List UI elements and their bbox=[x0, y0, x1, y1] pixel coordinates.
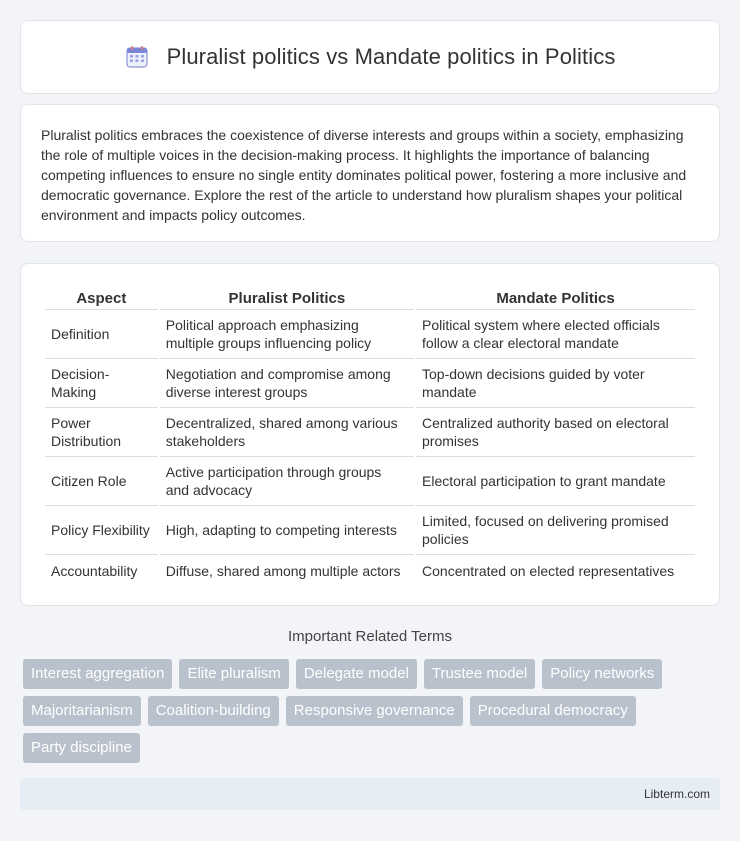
mandate-cell: Concentrated on elected representatives bbox=[422, 562, 675, 579]
related-term-tag[interactable]: Delegate model bbox=[296, 659, 417, 689]
aspect-cell: Definition bbox=[45, 310, 158, 359]
pluralist-cell: Active participation through groups and advocacy bbox=[160, 457, 414, 506]
related-term-tag[interactable]: Party discipline bbox=[23, 733, 140, 763]
pluralist-cell: Decentralized, shared among various stakeholders bbox=[160, 408, 414, 457]
mandate-cell: Limited, focused on delivering promised policies bbox=[416, 506, 695, 555]
related-term-tag[interactable]: Interest aggregation bbox=[23, 659, 172, 689]
related-term-tag[interactable]: Elite pluralism bbox=[179, 659, 288, 689]
related-term-tag[interactable]: Policy networks bbox=[542, 659, 662, 689]
footer bbox=[20, 778, 720, 810]
related-term-tag[interactable]: Majoritarianism bbox=[23, 696, 141, 726]
related-term-tag[interactable]: Responsive governance bbox=[286, 696, 463, 726]
header-aspect: Aspect bbox=[45, 284, 158, 310]
pluralist-cell: Political approach emphasizing multiple groups influencing policy bbox=[160, 310, 414, 359]
comparison-table bbox=[43, 284, 697, 586]
related-term-tag[interactable]: Coalition-building bbox=[148, 696, 279, 726]
table-row bbox=[45, 506, 695, 555]
aspect-cell: Power Distribution bbox=[45, 408, 158, 457]
table-header-row bbox=[45, 284, 695, 310]
comparison-table-card bbox=[20, 263, 720, 606]
aspect-cell: Accountability bbox=[51, 562, 138, 579]
mandate-cell: Electoral participation to grant mandate bbox=[416, 457, 695, 506]
calendar-icon bbox=[125, 45, 149, 69]
aspect-cell: Policy Flexibility bbox=[45, 506, 158, 555]
mandate-cell: Top-down decisions guided by voter mandate bbox=[416, 359, 695, 408]
aspect-cell: Citizen Role bbox=[45, 457, 158, 506]
related-terms-title: Important Related Terms bbox=[288, 628, 452, 645]
table-row bbox=[45, 408, 695, 457]
intro-paragraph: Pluralist politics embraces the coexistence of diverse interests and groups within a society, emphasizing the role of multiple voices in the decision-making process. It highlights the importance of balancing competing influences to ensure no single entity dominates political power, fostering a more inclusive and democratic governance. Explore the rest of the article to understand how pluralism shapes your political environment and impacts policy outcomes. bbox=[41, 127, 687, 223]
mandate-cell: Centralized authority based on electoral promises bbox=[416, 408, 695, 457]
related-terms-list bbox=[23, 659, 723, 763]
table-row bbox=[45, 457, 695, 506]
table-row bbox=[45, 555, 695, 586]
pluralist-cell: Negotiation and compromise among diverse interest groups bbox=[160, 359, 414, 408]
pluralist-cell: Diffuse, shared among multiple actors bbox=[165, 562, 401, 579]
footer-site-link[interactable]: Libterm.com bbox=[643, 787, 710, 801]
related-term-tag[interactable]: Trustee model bbox=[424, 659, 535, 689]
mandate-cell: Political system where elected officials follow a clear electoral mandate bbox=[416, 310, 695, 359]
aspect-cell: Decision-Making bbox=[45, 359, 158, 408]
header-pluralist: Pluralist Politics bbox=[160, 284, 414, 310]
pluralist-cell: High, adapting to competing interests bbox=[160, 506, 414, 555]
header-mandate: Mandate Politics bbox=[416, 284, 695, 310]
intro-card bbox=[20, 104, 720, 242]
page-title: Pluralist politics vs Mandate politics in Politics bbox=[166, 44, 616, 69]
title-card bbox=[20, 20, 720, 94]
table-row bbox=[45, 310, 695, 359]
related-term-tag[interactable]: Procedural democracy bbox=[470, 696, 636, 726]
table-row bbox=[45, 359, 695, 408]
